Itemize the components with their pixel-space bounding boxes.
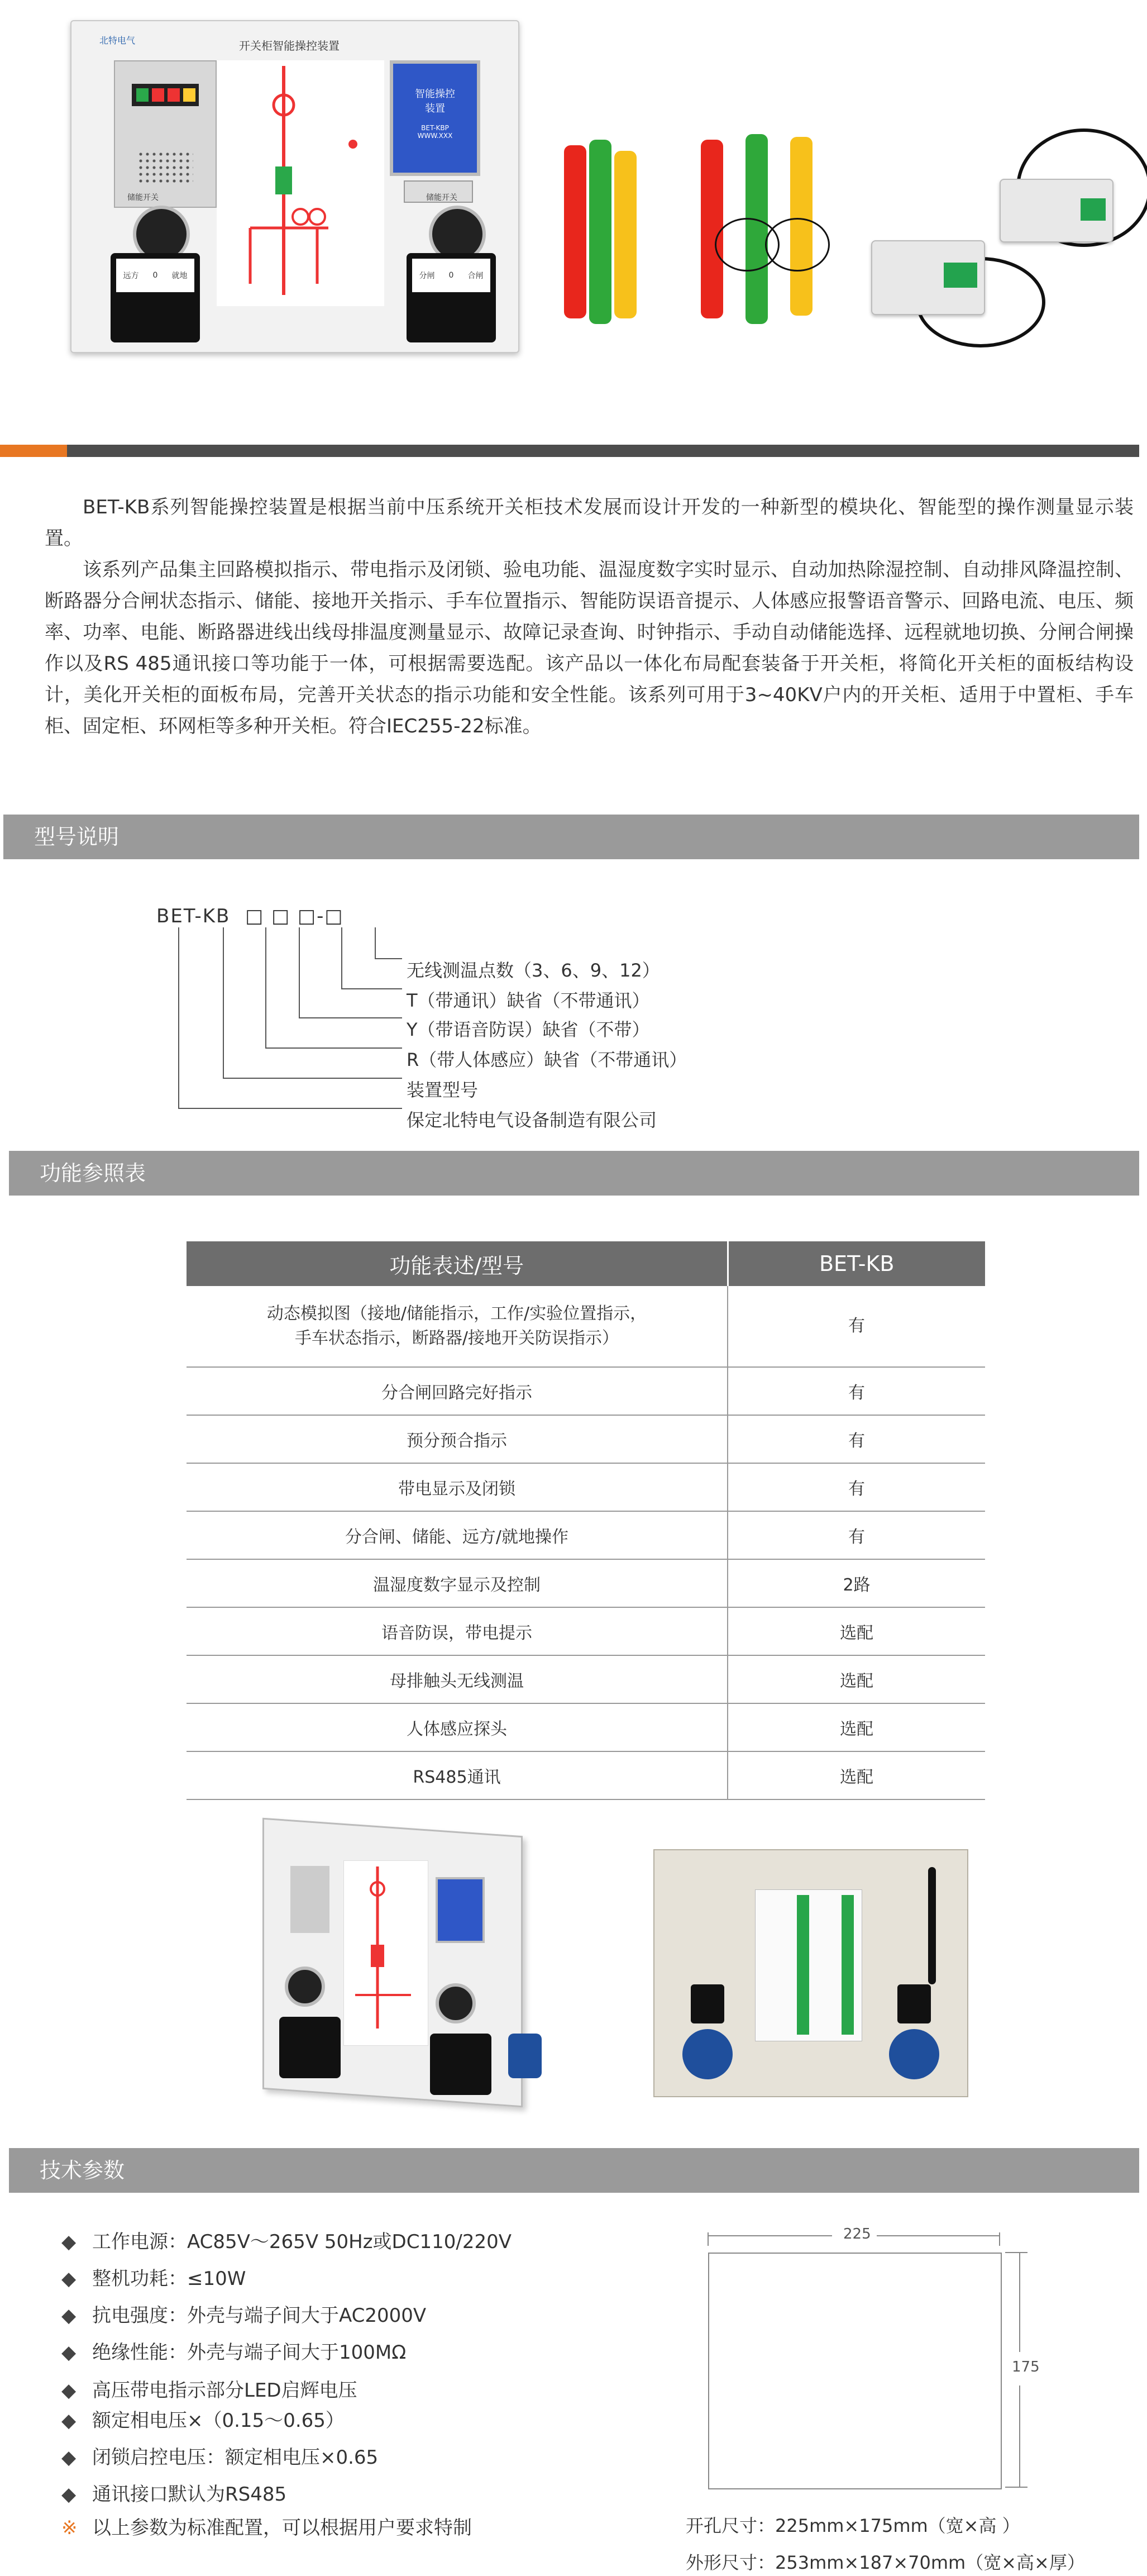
spec-item: ◆ 绝缘性能：外壳与端子间大于100MΩ (61, 2341, 407, 2364)
brand-logo: 北特电气 (99, 35, 136, 46)
spec-item: ◆ 工作电源：AC85V～265V 50Hz或DC110/220V (61, 2231, 512, 2253)
spec-item: ◆ 通讯接口默认为RS485 (61, 2483, 287, 2506)
value-cell: 2路 (728, 1559, 985, 1607)
divider-bar (67, 445, 1139, 457)
model-line-2: T（带通讯）缺省（不带通讯） (407, 990, 650, 1011)
value-cell: 选配 (728, 1655, 985, 1703)
value-cell: 有 (728, 1511, 985, 1559)
right-knob-label: 储能开关 (426, 193, 457, 202)
value-cell: 有 (728, 1415, 985, 1463)
feature-cell: 温湿度数字显示及控制 (187, 1559, 728, 1607)
section-header-model: 型号说明 (3, 815, 1139, 859)
product-photo-rear (653, 1849, 968, 2097)
table-row (187, 1607, 985, 1655)
dim-height-label: 175 (1012, 2359, 1040, 2375)
table-row (187, 1415, 985, 1463)
model-line-1: 无线测温点数（3、6、9、12） (407, 960, 660, 981)
value-cell: 选配 (728, 1751, 985, 1799)
product-photo-front-panel (70, 20, 519, 353)
feature-cell: 分合闸、储能、远方/就地操作 (187, 1511, 728, 1559)
intro-text (45, 492, 1134, 742)
lcd-screen: 智能操控 装置 BET-KBP WWW.XXX (390, 60, 480, 176)
value-cell: 有 (728, 1367, 985, 1415)
table-row (187, 1511, 985, 1559)
intro-paragraph-2: 该系列产品集主回路模拟指示、带电指示及闭锁、验电功能、温湿度数字实时显示、自动加热除湿控制、自动排风降温控制、断路器分合闸状态指示、储能、接地开关指示、手车位置指示、智能防误语音提示、人体感应报警语音警示、回路电流、电压、频率、功率、电能、断路器进线出线母排温度测量显示、故障记录查询、时钟指示、手动自动储能选择、远程就地切换、分闸合闸操作以及RS 485通讯接口等功能于一体，可根据需要选配。该产品以一体化布局配套装备于开关柜，将简化开关柜的面板结构设计，美化开关柜的面板布局，完善开关状态的指示功能和安全性能。该系列可用于3~40KV户内的开关柜、适用于中置柜、手车柜、固定柜、环网柜等多种开关柜。符合IEC255-22标准。 (45, 559, 1134, 737)
indicator-module (114, 60, 217, 208)
cutout-outline (708, 2253, 1002, 2489)
value-cell: 有 (728, 1463, 985, 1511)
table-row (187, 1703, 985, 1751)
model-prefix: BET-KB (156, 905, 231, 927)
section-header-tech: 技术参数 (9, 2148, 1139, 2193)
table-row (187, 1367, 985, 1415)
model-code-connectors (168, 927, 402, 1129)
table-row (187, 1286, 985, 1367)
spec-note: ※ 以上参数为标准配置，可以根据用户要求特制 (61, 2517, 472, 2539)
column-header-feature: 功能表述/型号 (187, 1241, 728, 1286)
product-photo-angled (246, 1827, 547, 2106)
cutout-size: 开孔尺寸：225mm×175mm（宽×高 ） (686, 2515, 1020, 2536)
feature-cell: 预分预合指示 (187, 1415, 728, 1463)
mimic-diagram (217, 60, 384, 306)
spec-item: ◆ 高压带电指示部分LED启辉电压 (61, 2379, 357, 2402)
model-line-3: Y（带语音防误）缺省（不带） (407, 1019, 650, 1040)
spec-item: ◆ 抗电强度：外壳与端子间大于AC2000V (61, 2304, 427, 2327)
feature-cell: 带电显示及闭锁 (187, 1463, 728, 1511)
column-header-model: BET-KB (728, 1241, 985, 1286)
dim-width-label: 225 (843, 2226, 871, 2242)
model-boxes: □ □ □-□ (245, 905, 344, 927)
feature-cell: 动态模拟图（接地/储能指示，工作/实验位置指示， 手车状态指示，断路器/接地开关防误指示） (187, 1286, 728, 1367)
left-knob-label: 储能开关 (127, 193, 159, 202)
value-cell: 选配 (728, 1703, 985, 1751)
spec-item: ◆ 闭锁启控电压：额定相电压×0.65 (61, 2446, 379, 2469)
feature-cell: 母排触头无线测温 (187, 1655, 728, 1703)
table-row (187, 1559, 985, 1607)
value-cell: 选配 (728, 1607, 985, 1655)
panel-title: 开关柜智能操控装置 (239, 39, 340, 53)
right-rotary-switch: 分闸 0 合闸 (407, 253, 496, 342)
table-row (187, 1751, 985, 1799)
model-line-4: R（带人体感应）缺省（不带通讯） (407, 1049, 687, 1070)
model-line-5: 装置型号 (407, 1079, 479, 1101)
indicator-leds (132, 84, 199, 106)
spec-item: ◆ 整机功耗：≤10W (61, 2268, 246, 2290)
divider-accent (0, 445, 67, 457)
model-line-6: 保定北特电气设备制造有限公司 (407, 1110, 657, 1131)
outline-size: 外形尺寸：253mm×187×70mm（宽×高×厚） (686, 2552, 1085, 2573)
feature-cell: RS485通讯 (187, 1751, 728, 1799)
table-header-row (187, 1241, 985, 1286)
table-row (187, 1655, 985, 1703)
feature-cell: 人体感应探头 (187, 1703, 728, 1751)
section-header-function: 功能参照表 (9, 1151, 1139, 1196)
value-cell: 有 (728, 1286, 985, 1367)
speaker-grille (137, 151, 193, 184)
feature-cell: 语音防误，带电提示 (187, 1607, 728, 1655)
left-rotary-switch: 远方 0 就地 (111, 253, 200, 342)
model-code (156, 905, 344, 927)
function-table (187, 1241, 985, 1800)
feature-cell: 分合闸回路完好指示 (187, 1367, 728, 1415)
intro-paragraph-1: BET-KB系列智能操控装置是根据当前中压系统开关柜技术发展而设计开发的一种新型的模块化、智能型的操作测量显示装置。 (45, 496, 1134, 550)
table-row (187, 1463, 985, 1511)
spec-item: ◆ 额定相电压×（0.15～0.65） (61, 2410, 345, 2432)
